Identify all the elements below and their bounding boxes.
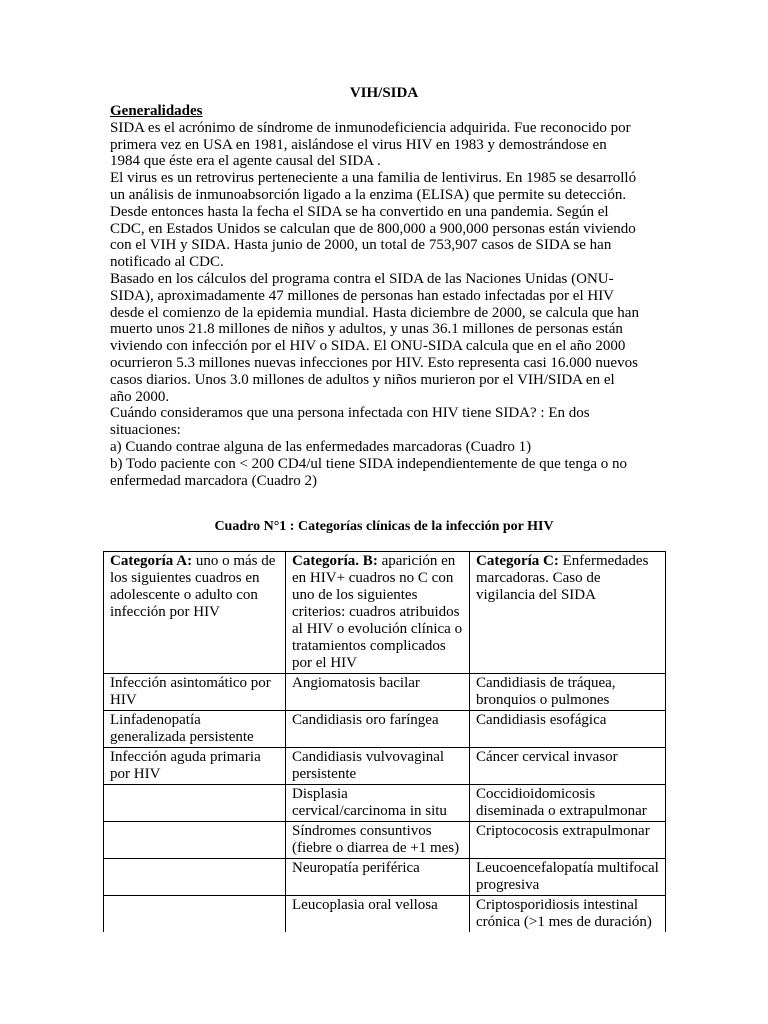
document-title: VIH/SIDA <box>349 85 419 101</box>
body-text <box>110 103 640 489</box>
table-row <box>104 822 666 859</box>
paragraph: Cuándo consideramos que una persona infectada con HIV tiene SIDA? : En dos situaciones: <box>110 405 590 439</box>
list-item-a: a) Cuando contrae alguna de las enfermedades marcadoras (Cuadro 1) <box>110 438 532 455</box>
table-cell: Coccidioidomicosis diseminada o extrapulmonar <box>470 785 666 822</box>
table-cell: Leucoencefalopatía multifocal progresiva <box>470 859 666 896</box>
paragraph: El virus es un retrovirus perteneciente a una familia de lentivirus. En 1985 se desarrolló un análisis de inmunoabsorción ligado a la enzima (ELISA) que permite su detección. <box>110 170 637 203</box>
table-cell: Infección asintomático por HIV <box>104 674 286 711</box>
table-cell: Neuropatía periférica <box>286 859 470 896</box>
table-cell: Síndromes consuntivos (fiebre o diarrea de +1 mes) <box>286 822 470 859</box>
table-row <box>104 896 666 933</box>
table-cell: Infección aguda primaria por HIV <box>104 748 286 785</box>
table-cell: Candidiasis de tráquea, bronquios o pulmones <box>470 674 666 711</box>
header-cell-category-b <box>286 552 470 674</box>
table-row <box>104 859 666 896</box>
table-cell: Linfadenopatía generalizada persistente <box>104 711 286 748</box>
table-cell: Leucoplasia oral vellosa <box>286 896 470 933</box>
paragraph: Desde entonces hasta la fecha el SIDA se ha convertido en una pandemia. Según el CDC, en Estados Unidos se calculan que de 800,000 a 900,000 personas están viviendo con el VIH y SIDA. Hasta junio de 2000, un total de 753,907 casos de SIDA se han notificado al CDC. <box>110 203 636 271</box>
header-cell-category-c <box>470 552 666 674</box>
table-cell: Criptococosis extrapulmonar <box>470 822 666 859</box>
header-label: Categoría A: <box>110 553 193 569</box>
table-row <box>104 748 666 785</box>
header-label: Categoría C: <box>476 553 559 569</box>
paragraph: SIDA es el acrónimo de síndrome de inmunodeficiencia adquirida. Fue reconocido por primera vez en USA en 1981, aislándose el virus HIV en 1983 y demostrándose en 1984 que éste era el agente causal del SIDA . <box>110 119 631 170</box>
header-label: Categoría. B: <box>292 553 378 569</box>
header-text: Enfermedades marcadoras. Caso de vigilancia del SIDA <box>476 553 649 603</box>
header-text: aparición en en HIV+ cuadros no C con uno de los siguientes criterios: cuadros atribuidos al HIV o evolución clínica o tratamientos complicados por el HIV <box>292 553 463 671</box>
section-heading: Generalidades <box>110 103 203 119</box>
table-row <box>104 711 666 748</box>
header-text: uno o más de los siguientes cuadros en adolescente o adulto con infección por HIV <box>110 553 276 620</box>
table-cell: Candidiasis vulvovaginal persistente <box>286 748 470 785</box>
paragraph: Basado en los cálculos del programa contra el SIDA de las Naciones Unidas (ONU-SIDA), aproximadamente 47 millones de personas han estado infectadas por el HIV desde el comienzo de la epidemia mundial. Hasta diciembre de 2000, se calcula que han muerto unos 21.8 millones de niños y adultos, y unas 36.1 millones de personas están viviendo con infección por el HIV o SIDA. El ONU-SIDA calcula que en el año 2000 ocurrieron 5.3 millones nuevas infecciones por HIV. Esto representa casi 16.000 nuevos casos diarios. Unos 3.0 millones de adultos y niños murieron por el VIH/SIDA en el año 2000. <box>110 270 639 405</box>
table-cell: Cáncer cervical invasor <box>470 748 666 785</box>
header-cell-category-a <box>104 552 286 674</box>
list-item-b: b) Todo paciente con < 200 CD4/ul tiene SIDA independientemente de que tenga o no enfermedad marcadora (Cuadro 2) <box>110 455 628 489</box>
table-cell <box>104 859 286 896</box>
table-cell: Angiomatosis bacilar <box>286 674 470 711</box>
table-cell <box>104 896 286 933</box>
table-cell: Candidiasis oro faríngea <box>286 711 470 748</box>
table-cell: Displasia cervical/carcinoma in situ <box>286 785 470 822</box>
table-cell: Criptosporidiosis intestinal crónica (>1 mes de duración) <box>470 896 666 933</box>
table-cell <box>104 822 286 859</box>
table-cell <box>104 785 286 822</box>
table-row <box>104 674 666 711</box>
table-cell: Candidiasis esofágica <box>470 711 666 748</box>
table-header-row <box>104 552 666 674</box>
table-row <box>104 785 666 822</box>
table-caption: Cuadro N°1 : Categorías clínicas de la infección por HIV <box>214 519 554 534</box>
clinical-categories-table <box>103 551 666 932</box>
